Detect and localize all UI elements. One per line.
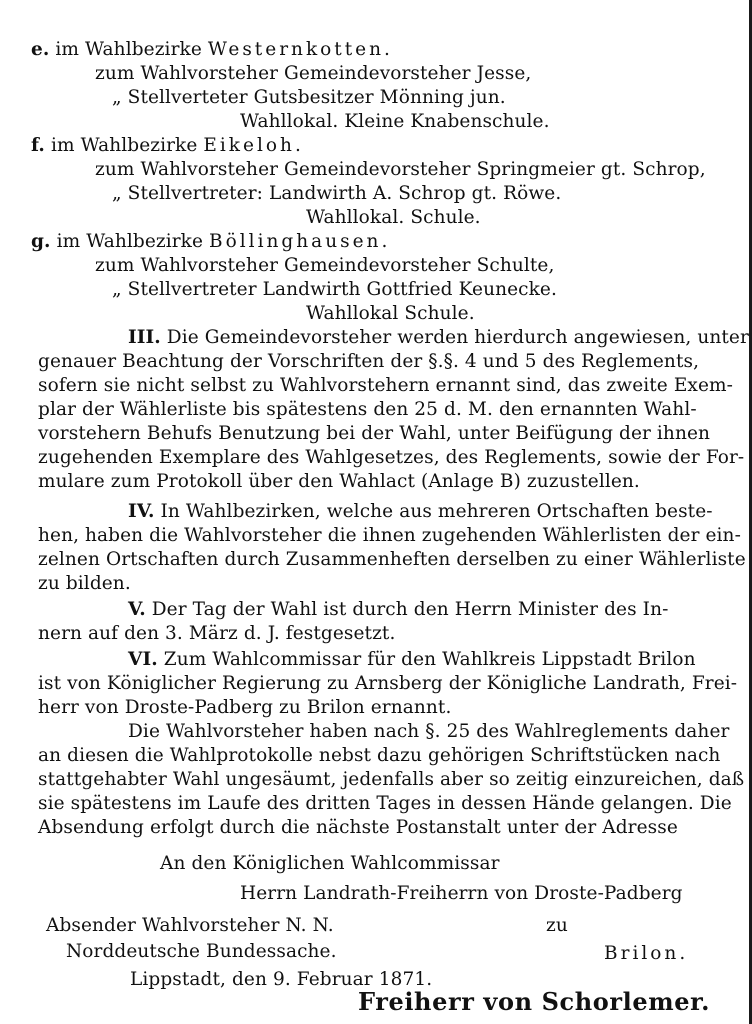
section-e-label: e. bbox=[31, 39, 50, 60]
section-e-stellvertreter: „ Stellverteter Gutsbesitzer Mönning jun. bbox=[112, 87, 506, 108]
section-e-lokal: Wahllokal. Kleine Knabenschule. bbox=[240, 111, 550, 132]
section-IV-text-1: In Wahlbezirken, welche aus mehreren Ortschaften beste- bbox=[160, 501, 713, 522]
section-III-line-2: genauer Beachtung der Vorschriften der §.§. 4 und 5 des Reglements, bbox=[38, 351, 700, 372]
address-note: Norddeutsche Bundessache. bbox=[66, 941, 337, 962]
section-f-intro: im Wahlbezirke bbox=[50, 135, 198, 156]
closing-line-4: sie spätestens im Laufe des dritten Tages in dessen Hände gelangen. Die bbox=[38, 793, 732, 814]
closing-line-2: an diesen die Wahlprotokolle nebst dazu gehörigen Schriftstücken nach bbox=[38, 745, 721, 766]
section-g-label: g. bbox=[31, 231, 51, 252]
section-IV-line-4: zu bilden. bbox=[38, 573, 131, 594]
section-III-line-5: vorstehern Behufs Benutzung bei der Wahl, unter Beifügung der ihnen bbox=[38, 423, 711, 444]
address-sender: Absender Wahlvorsteher N. N. bbox=[46, 915, 334, 936]
place-date: Lippstadt, den 9. Februar 1871. bbox=[130, 969, 433, 990]
section-f-label: f. bbox=[31, 135, 45, 156]
section-IV-numeral: IV. bbox=[128, 501, 155, 522]
section-V-text-1: Der Tag der Wahl ist durch den Herrn Minister des In- bbox=[151, 599, 669, 620]
section-VI-line-1 bbox=[128, 648, 696, 672]
section-g-place: Böllinghausen. bbox=[209, 231, 391, 252]
section-III-line-4: plar der Wählerliste bis spätestens den 25 d. M. den ernannten Wahl- bbox=[38, 399, 697, 420]
section-V-line-2: nern auf den 3. März d. J. festgesetzt. bbox=[38, 623, 396, 644]
section-III-line-6: zugehenden Exemplare des Wahlgesetzes, des Reglements, sowie der For- bbox=[38, 447, 745, 468]
section-III-line-1 bbox=[128, 326, 749, 350]
section-f-vorsteher: zum Wahlvorsteher Gemeindevorsteher Springmeier gt. Schrop, bbox=[95, 159, 706, 180]
section-e-place: Westernkotten. bbox=[207, 39, 393, 60]
section-III-text-1: Die Gemeindevorsteher werden hierdurch angewiesen, unter bbox=[166, 327, 749, 348]
closing-line-3: stattgehabter Wahl ungesäumt, jedenfalls aber so zeitig einzureichen, daß bbox=[38, 769, 745, 790]
section-III-line-7: mulare zum Protokoll über den Wahlact (Anlage B) zuzustellen. bbox=[38, 471, 640, 492]
address-city: Brilon. bbox=[604, 943, 689, 964]
closing-line-1: Die Wahlvorsteher haben nach §. 25 des Wahlreglements daher bbox=[128, 721, 730, 742]
section-e-intro: im Wahlbezirke bbox=[55, 39, 202, 60]
section-f-stellvertreter: „ Stellvertreter: Landwirth A. Schrop gt. Röwe. bbox=[112, 183, 562, 204]
section-g-intro: im Wahlbezirke bbox=[56, 231, 204, 252]
section-VI-numeral: VI. bbox=[128, 649, 158, 670]
section-VI-line-3: herr von Droste-Padberg zu Brilon ernannt. bbox=[38, 697, 452, 718]
section-III-line-3: sofern sie nicht selbst zu Wahlvorstehern ernannt sind, das zweite Exem- bbox=[38, 375, 734, 396]
address-to: An den Königlichen Wahlcommissar bbox=[160, 853, 500, 874]
section-VI-line-2: ist von Königlicher Regierung zu Arnsberg der Königliche Landrath, Frei- bbox=[38, 673, 738, 694]
address-name: Herrn Landrath-Freiherrn von Droste-Padberg bbox=[240, 883, 683, 904]
section-IV-line-3: zelnen Ortschaften durch Zusammenheften derselben zu einer Wählerliste bbox=[38, 549, 746, 570]
address-zu: zu bbox=[546, 915, 568, 936]
section-IV-line-1 bbox=[128, 500, 713, 524]
section-III-numeral: III. bbox=[128, 327, 161, 348]
section-V-numeral: V. bbox=[128, 599, 146, 620]
section-VI-text-1: Zum Wahlcommissar für den Wahlkreis Lippstadt Brilon bbox=[163, 649, 696, 670]
section-g-lokal: Wahllokal Schule. bbox=[306, 303, 475, 324]
section-f-place: Eikeloh. bbox=[203, 135, 304, 156]
section-V-line-1 bbox=[128, 598, 668, 622]
section-f-heading bbox=[31, 134, 304, 158]
closing-line-5: Absendung erfolgt durch die nächste Postanstalt unter der Adresse bbox=[38, 817, 678, 838]
section-g-stellvertreter: „ Stellvertreter Landwirth Gottfried Keunecke. bbox=[112, 279, 557, 300]
section-f-lokal: Wahllokal. Schule. bbox=[306, 207, 481, 228]
section-e-heading bbox=[31, 38, 393, 62]
signature: Freiherr von Schorlemer. bbox=[358, 987, 711, 1016]
section-g-vorsteher: zum Wahlvorsteher Gemeindevorsteher Schulte, bbox=[95, 255, 555, 276]
section-g-heading bbox=[31, 230, 390, 254]
section-IV-line-2: hen, haben die Wahlvorsteher die ihnen zugehenden Wählerlisten der ein- bbox=[38, 525, 741, 546]
section-e-vorsteher: zum Wahlvorsteher Gemeindevorsteher Jesse, bbox=[95, 63, 532, 84]
